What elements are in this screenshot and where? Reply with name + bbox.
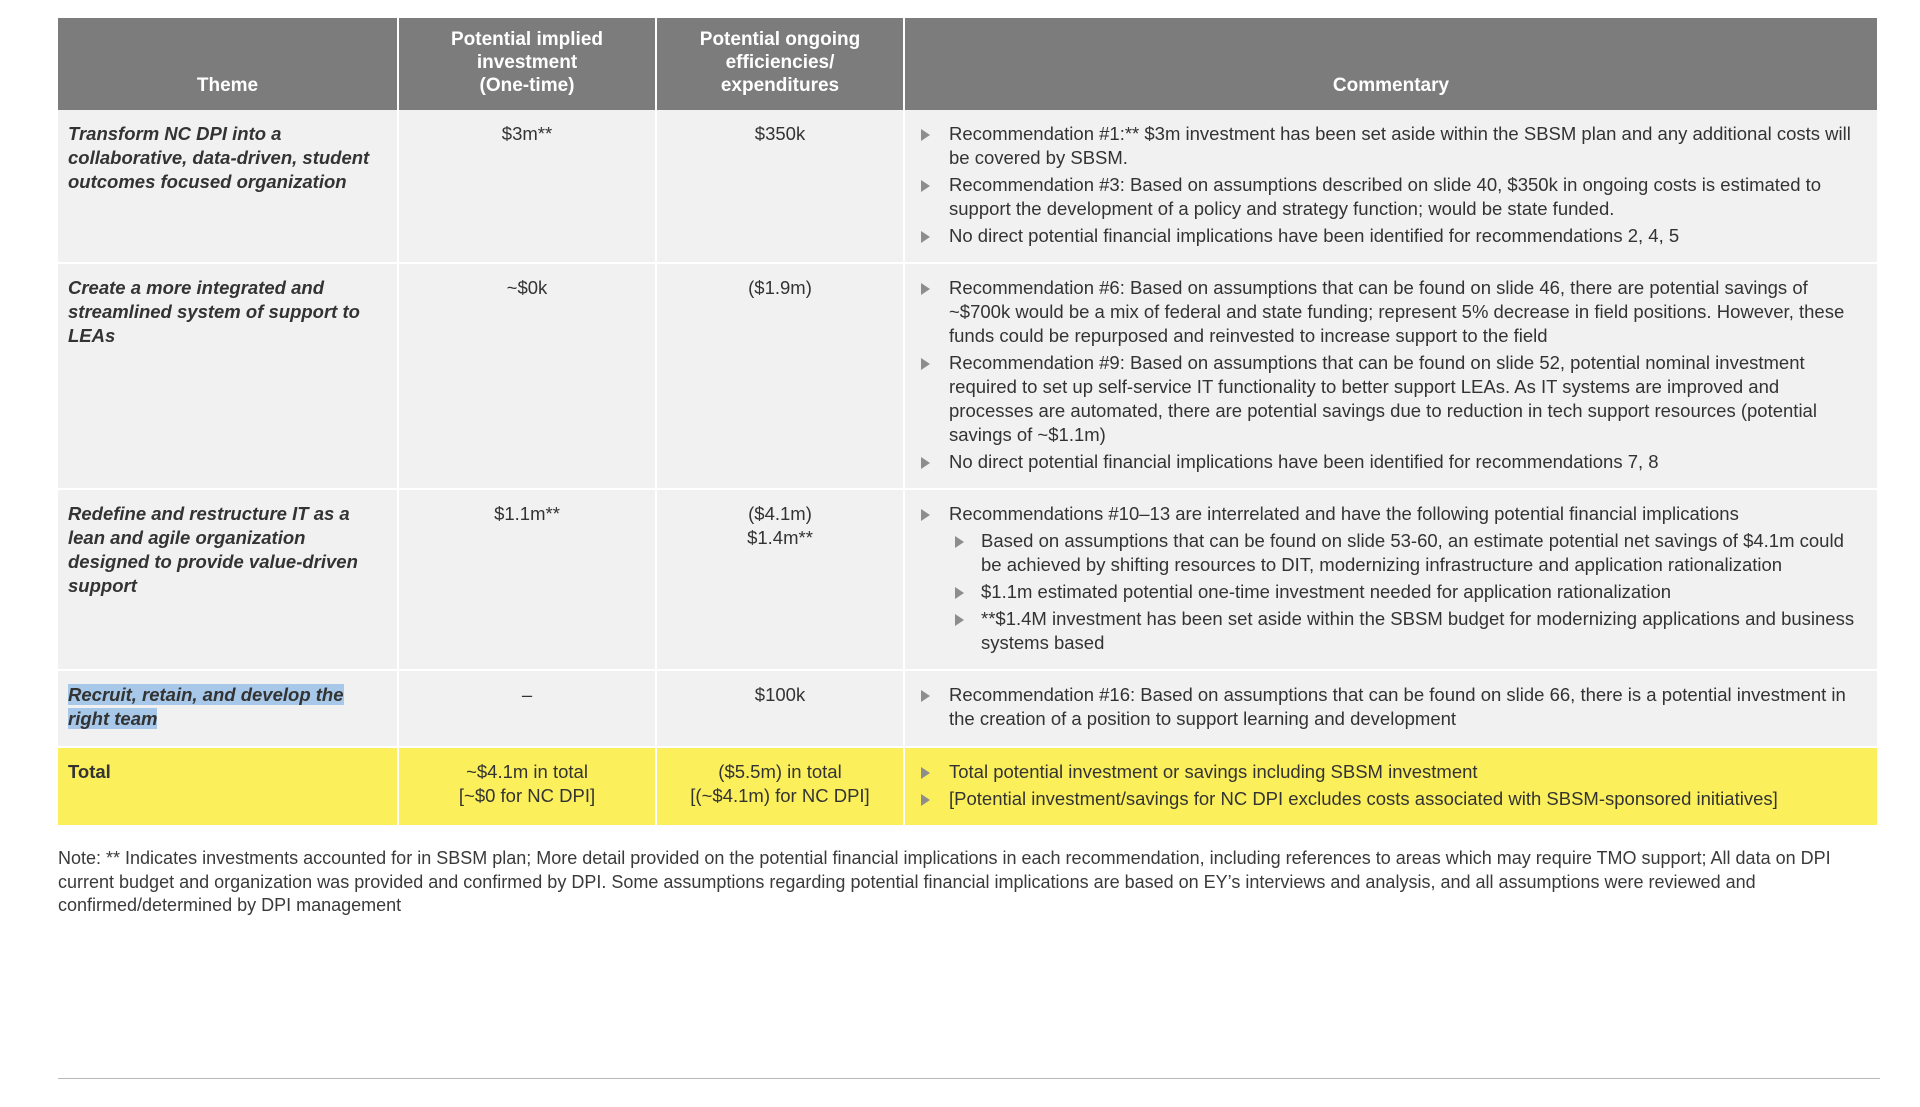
header-efficiencies-line2: efficiencies/ — [725, 52, 835, 74]
investment-cell: – — [398, 670, 656, 746]
triangle-bullet-icon — [921, 767, 930, 779]
list-item-text: No direct potential financial implications have been identified for recommendations 2, 4, 5 — [949, 224, 1680, 246]
list-item-text: Recommendation #1:** $3m investment has been set aside within the SBSM plan and any additional costs will be covered by SBSM. — [949, 122, 1851, 168]
header-efficiencies-line1: Potential ongoing — [699, 29, 861, 50]
efficiencies-line1: ($4.1m) — [748, 503, 812, 525]
list-item — [915, 351, 1867, 447]
commentary-list — [915, 760, 1867, 811]
table-row — [58, 489, 1878, 670]
theme-cell — [58, 670, 398, 746]
list-item — [915, 760, 1867, 784]
header-efficiencies-line3: expenditures — [720, 75, 840, 97]
total-commentary-cell — [904, 747, 1878, 825]
list-item — [915, 276, 1867, 348]
total-label: Total — [58, 747, 398, 825]
commentary-cell — [904, 110, 1878, 263]
triangle-bullet-icon — [921, 358, 930, 370]
list-item-text: Recommendation #3: Based on assumptions described on slide 40, $350k in ongoing costs is estimated to support the development of a policy and strategy function; would be state funded. — [949, 173, 1822, 219]
list-item — [915, 224, 1867, 248]
triangle-bullet-icon — [921, 509, 930, 521]
commentary-cell — [904, 670, 1878, 746]
column-header-commentary: Commentary — [904, 18, 1878, 110]
triangle-bullet-icon — [921, 231, 930, 243]
investment-cell: $1.1m** — [398, 489, 656, 670]
list-item-text: [Potential investment/savings for NC DPI excludes costs associated with SBSM-sponsored initiatives] — [949, 787, 1778, 809]
triangle-bullet-icon — [921, 794, 930, 806]
header-investment-line3: (One-time) — [479, 75, 575, 97]
total-investment-cell — [398, 747, 656, 825]
list-item-text: Recommendations #10–13 are interrelated and have the following potential financial implications — [949, 503, 1739, 525]
theme-cell: Create a more integrated and streamlined system of support to LEAs — [58, 263, 398, 489]
sub-list-item — [949, 580, 1867, 604]
commentary-list — [915, 276, 1867, 474]
column-header-investment — [398, 18, 656, 110]
list-item-text: Recommendation #16: Based on assumptions that can be found on slide 66, there is a potential investment in the creation of a position to support learning and development — [949, 684, 1846, 730]
total-efficiencies-cell — [656, 747, 904, 825]
total-investment-line2: [~$0 for NC DPI] — [458, 784, 596, 806]
commentary-cell — [904, 489, 1878, 670]
triangle-bullet-icon — [921, 180, 930, 192]
financial-implications-table — [58, 18, 1879, 825]
sub-list-item — [949, 529, 1867, 577]
triangle-bullet-icon — [921, 283, 930, 295]
sub-list-item-text: **$1.4M investment has been set aside within the SBSM budget for modernizing applications and business systems based — [981, 608, 1855, 654]
commentary-list — [915, 502, 1867, 655]
header-row — [58, 18, 1878, 110]
efficiencies-cell: $350k — [656, 110, 904, 263]
efficiencies-cell: ($1.9m) — [656, 263, 904, 489]
footer-divider — [58, 1078, 1880, 1079]
list-item-text: Total potential investment or savings including SBSM investment — [949, 760, 1478, 782]
efficiencies-cell — [656, 489, 904, 670]
triangle-bullet-icon — [921, 457, 930, 469]
efficiencies-cell: $100k — [656, 670, 904, 746]
header-investment-line2: investment — [476, 52, 578, 74]
header-investment-line1: Potential implied — [450, 29, 604, 50]
commentary-sublist — [949, 529, 1867, 655]
triangle-bullet-icon — [921, 690, 930, 702]
triangle-bullet-icon — [921, 129, 930, 141]
table-row — [58, 263, 1878, 489]
theme-text-highlighted: Recruit, retain, and develop the right team — [68, 684, 344, 730]
total-row — [58, 747, 1878, 825]
triangle-bullet-icon — [955, 536, 964, 548]
sub-list-item-text: $1.1m estimated potential one-time investment needed for application rationalization — [981, 581, 1672, 603]
list-item — [915, 502, 1867, 655]
total-investment-line1: ~$4.1m in total — [466, 760, 588, 782]
table-row — [58, 670, 1878, 746]
list-item-text: No direct potential financial implications have been identified for recommendations 7, 8 — [949, 451, 1659, 473]
commentary-list — [915, 683, 1867, 731]
theme-cell: Transform NC DPI into a collaborative, data-driven, student outcomes focused organization — [58, 110, 398, 263]
table-body — [58, 110, 1878, 825]
list-item — [915, 122, 1867, 170]
triangle-bullet-icon — [955, 587, 964, 599]
total-efficiencies-line1: ($5.5m) in total — [718, 760, 842, 782]
column-header-theme: Theme — [58, 18, 398, 110]
commentary-cell — [904, 263, 1878, 489]
triangle-bullet-icon — [955, 614, 964, 626]
efficiencies-line2: $1.4m** — [747, 527, 813, 549]
list-item-text: Recommendation #9: Based on assumptions that can be found on slide 52, potential nominal investment required to set up self-service IT functionality to better support LEAs. As IT systems are improved and processes are automated, there are potential savings due to reduction in tech support resources (potential savings of ~$1.1m) — [949, 351, 1817, 446]
footnote-note: Note: ** Indicates investments accounted for in SBSM plan; More detail provided on the potential financial implications in each recommendation, including references to areas which may require TMO support; All data on DPI current budget and organization was provided and confirmed by DPI. Some assumptions regarding potential financial implications are based on EY’s interviews and analysis, and all assumptions were reviewed and confirmed/determined by DPI management — [58, 847, 1831, 916]
sub-list-item-text: Based on assumptions that can be found on slide 53-60, an estimate potential net savings of $4.1m could be achieved by shifting resources to DIT, modernizing infrastructure and application rationalization — [981, 530, 1844, 576]
table-row — [58, 110, 1878, 263]
theme-cell: Redefine and restructure IT as a lean and agile organization designed to provide value-driven support — [58, 489, 398, 670]
column-header-efficiencies — [656, 18, 904, 110]
sub-list-item — [949, 607, 1867, 655]
list-item — [915, 173, 1867, 221]
commentary-list — [915, 122, 1867, 248]
list-item-text: Recommendation #6: Based on assumptions that can be found on slide 46, there are potential savings of ~$700k would be a mix of federal and state funding; represent 5% decrease in field positions. However, these funds could be repurposed and reinvested to increase support to the field — [949, 276, 1845, 346]
total-efficiencies-line2: [(~$4.1m) for NC DPI] — [690, 784, 870, 806]
investment-cell: $3m** — [398, 110, 656, 263]
list-item — [915, 683, 1867, 731]
list-item — [915, 450, 1867, 474]
investment-cell: ~$0k — [398, 263, 656, 489]
table-header — [58, 18, 1878, 110]
list-item — [915, 787, 1867, 811]
